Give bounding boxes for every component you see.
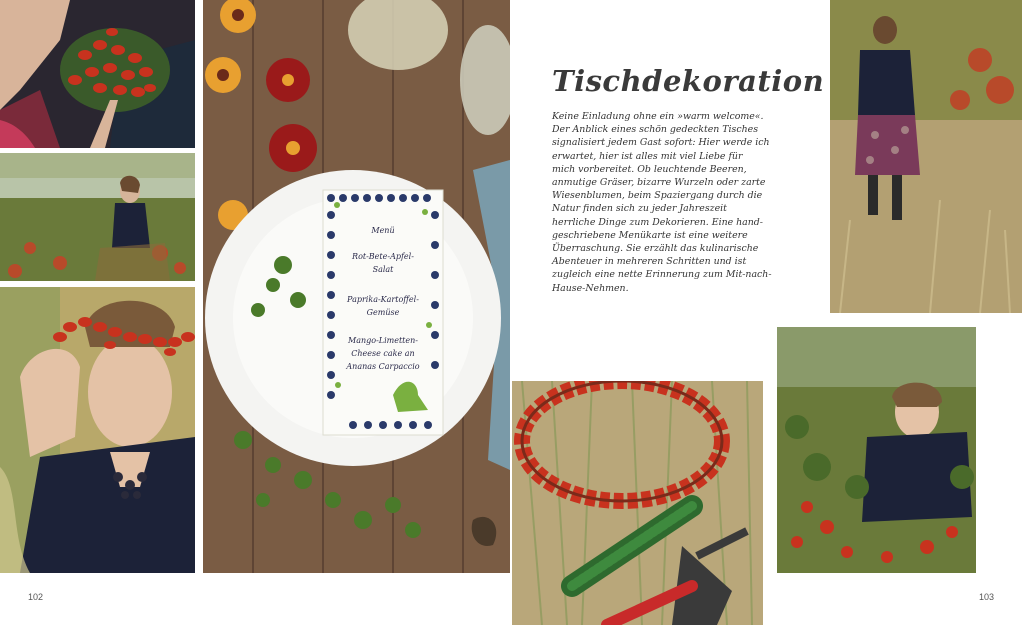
body-text [552, 110, 772, 295]
menu-card-item: Salat [372, 265, 394, 274]
page-title: Tischdekoration [552, 64, 825, 98]
menu-card-item: Rot-Bete-Apfel- [352, 252, 414, 261]
menu-card-item: Ananas Carpaccio [346, 362, 420, 371]
photo-woman-with-berry-wreath [0, 287, 195, 573]
body-line: Keine Einladung ohne ein »warm welcome«. [552, 111, 764, 122]
menu-card-item: Paprika-Kartoffel- [347, 295, 419, 304]
body-line: Abenteuer in mehreren Schritten und ist [552, 256, 747, 268]
photo-woman-in-meadow [0, 153, 195, 281]
photo-table-setting-with-menu [203, 0, 510, 573]
body-line: zugleich eine nette Erinnerung zum Mit-nach- [552, 269, 772, 281]
menu-card-title: Menü [371, 226, 395, 235]
body-line: Der Anblick eines schön gedeckten Tisches [552, 124, 759, 136]
photo-rosehip-wreath-with-shears [512, 381, 763, 625]
menu-card-item: Cheese cake an [351, 349, 415, 358]
body-line: Natur finden sich zu jeder Jahreszeit [552, 203, 727, 215]
photo-woman-picking-berries [777, 327, 976, 573]
photo-hands-holding-rosehips [0, 0, 195, 148]
body-line: signalisiert jedem Gast sofort: Hier werde ich [552, 137, 770, 149]
body-line: herrliche Dinge zum Dekorieren. Eine hand- [552, 216, 763, 228]
photo-woman-walking-in-field [830, 0, 1022, 313]
body-line: mich vorbereitet. Ob leuchtende Beeren, [552, 163, 747, 175]
body-line: Hause-Nehmen. [552, 282, 629, 294]
page-number-right: 103 [979, 592, 995, 602]
menu-card-item: Gemüse [366, 308, 400, 317]
page-number-left: 102 [28, 592, 44, 602]
body-line: Überraschung. Sie erzählt das kulinarische [552, 243, 759, 255]
body-line: Wiesenblumen, beim Spaziergang durch die [552, 190, 763, 202]
body-line: geschriebene Menükarte ist eine weitere [552, 229, 748, 241]
menu-card-item: Mango-Limetten- [348, 336, 418, 345]
body-line: erwartet, hier ist alles mit viel Liebe für [552, 150, 743, 162]
body-line: anmutige Gräser, bizarre Wurzeln oder zarte [552, 177, 766, 189]
